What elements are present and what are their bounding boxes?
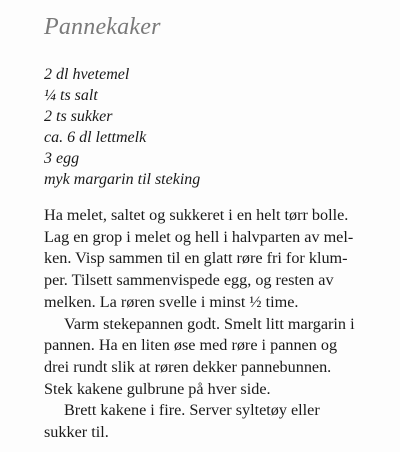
instructions: [44, 205, 394, 444]
ingredient-item: ¼ ts salt: [44, 87, 98, 104]
instruction-paragraph: [44, 314, 394, 401]
instruction-paragraph: [44, 205, 394, 314]
text-line: Varm stekepannen godt. Smelt litt margarin i: [64, 314, 355, 333]
text-line: pannen. Ha en liten øse med røre i pannen og: [44, 336, 338, 355]
ingredient-item: ca. 6 dl lettmelk: [44, 129, 147, 146]
ingredient-list: [44, 64, 200, 190]
instruction-paragraph: [44, 400, 394, 443]
text-line: Brett kakene i fire. Server syltetøy eller: [64, 401, 320, 420]
text-line: melken. La røren svelle i minst ½ time.: [44, 292, 299, 311]
text-line: Ha melet, saltet og sukkeret i en helt tørr bolle.: [44, 206, 349, 224]
text-line: Stek kakene gulbrune på hver side.: [44, 379, 271, 398]
text-line: ken. Visp sammen til en glatt røre fri for klum-: [44, 249, 348, 268]
ingredient-item: myk margarin til steking: [44, 171, 201, 188]
ingredient-item: 2 ts sukker: [44, 108, 113, 125]
text-line: Lag en grop i melet og hell i halvparten av mel-: [44, 227, 354, 246]
recipe-title: Pannekaker: [44, 14, 161, 40]
text-line: per. Tilsett sammenvispede egg, og resten av: [44, 271, 334, 290]
ingredient-item: 3 egg: [44, 150, 80, 167]
text-line: sukker til.: [44, 423, 109, 442]
text-line: drei rundt slik at røren dekker pannebunnen.: [44, 357, 332, 376]
ingredient-item: 2 dl hvetemel: [44, 66, 130, 83]
